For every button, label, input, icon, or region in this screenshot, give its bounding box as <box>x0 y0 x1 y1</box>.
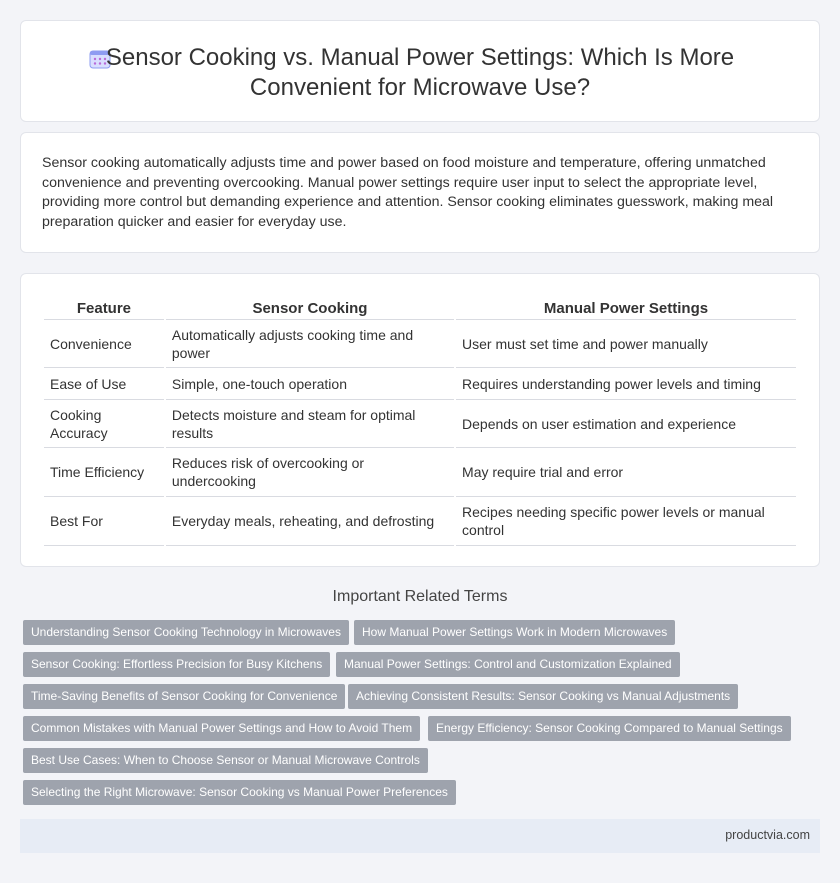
table-cell: Requires understanding power levels and timing <box>456 368 796 400</box>
table-row <box>44 400 796 448</box>
table-cell: Reduces risk of overcooking or undercooking <box>166 448 454 497</box>
table-header-row <box>44 296 796 320</box>
table-cell: Cooking Accuracy <box>44 400 164 448</box>
footer-site-link[interactable]: productvia.com <box>725 828 810 842</box>
page-title-line2: Convenient for Microwave Use? <box>249 74 591 101</box>
table-cell: Ease of Use <box>44 368 164 400</box>
table-cell: Detects moisture and steam for optimal results <box>166 400 454 448</box>
table-cell: Convenience <box>44 320 164 368</box>
table-cell: Everyday meals, reheating, and defrosting <box>166 497 454 546</box>
related-term-tag[interactable]: Sensor Cooking: Effortless Precision for Busy Kitchens <box>23 652 330 677</box>
table-cell: User must set time and power manually <box>456 320 796 368</box>
column-header-manual: Manual Power Settings <box>456 296 796 320</box>
related-term-tag[interactable]: Common Mistakes with Manual Power Settings and How to Avoid Them <box>23 716 420 741</box>
intro-paragraph: Sensor cooking automatically adjusts time and power based on food moisture and temperature, offering unmatched convenience and preventing overcooking. Manual power settings require user input to select the appropriate level, providing more control but demanding experience and attention. Sensor cooking eliminates guesswork, making meal preparation quicker and easier for everyday use. <box>42 155 774 230</box>
footer <box>20 819 820 853</box>
related-term-tag[interactable]: Achieving Consistent Results: Sensor Cooking vs Manual Adjustments <box>348 684 738 709</box>
intro-card <box>20 132 820 253</box>
table-row <box>44 448 796 497</box>
page-title-line1: Sensor Cooking vs. Manual Power Settings: Which Is More <box>105 44 735 71</box>
comparison-table-card <box>20 273 820 567</box>
related-term-tag[interactable]: Time-Saving Benefits of Sensor Cooking for Convenience <box>23 684 345 709</box>
page-title <box>21 43 819 103</box>
comparison-table <box>42 296 798 546</box>
table-cell: Automatically adjusts cooking time and power <box>166 320 454 368</box>
related-term-tag[interactable]: Energy Efficiency: Sensor Cooking Compared to Manual Settings <box>428 716 791 741</box>
table-cell: May require trial and error <box>456 448 796 497</box>
table-cell: Recipes needing specific power levels or manual control <box>456 497 796 546</box>
related-terms-heading: Important Related Terms <box>332 588 508 605</box>
table-cell: Time Efficiency <box>44 448 164 497</box>
related-term-tag[interactable]: Understanding Sensor Cooking Technology in Microwaves <box>23 620 349 645</box>
column-header-feature: Feature <box>44 296 164 320</box>
related-term-tag[interactable]: How Manual Power Settings Work in Modern Microwaves <box>354 620 675 645</box>
related-term-tag[interactable]: Manual Power Settings: Control and Customization Explained <box>336 652 680 677</box>
related-term-tag[interactable]: Selecting the Right Microwave: Sensor Cooking vs Manual Power Preferences <box>23 780 456 805</box>
table-cell: Depends on user estimation and experience <box>456 400 796 448</box>
title-card <box>20 20 820 122</box>
table-row <box>44 320 796 368</box>
table-row <box>44 368 796 400</box>
table-cell: Best For <box>44 497 164 546</box>
table-row <box>44 497 796 546</box>
table-cell: Simple, one-touch operation <box>166 368 454 400</box>
column-header-sensor: Sensor Cooking <box>166 296 454 320</box>
related-term-tag[interactable]: Best Use Cases: When to Choose Sensor or Manual Microwave Controls <box>23 748 428 773</box>
